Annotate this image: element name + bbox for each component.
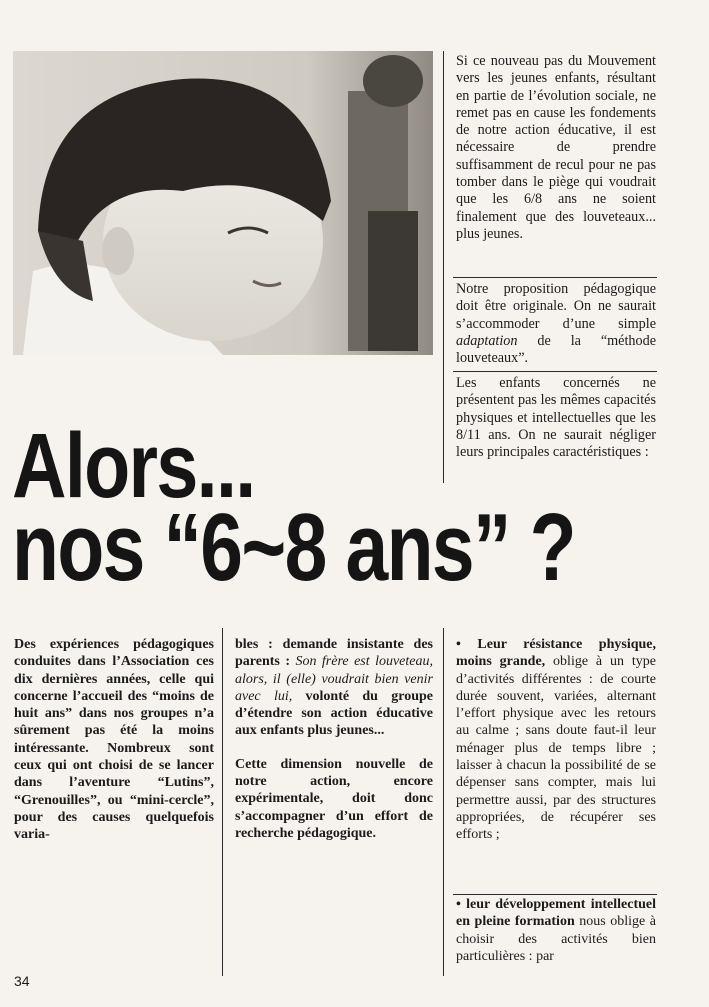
col3-b2-bold: leur développement intellectuel en pleine formation: [456, 897, 657, 930]
bullet-icon: •: [456, 637, 461, 652]
col3-bullet-2: [456, 896, 656, 965]
column-rule-top: [443, 51, 444, 483]
page-number: 34: [14, 973, 30, 989]
col3-bullet-1: [456, 636, 656, 844]
child-photo: [13, 51, 433, 355]
col2-paragraph-1: [235, 636, 433, 740]
col2-paragraph-2: Cette dimension nouvelle de notre action, encore expérimentale, doit donc s’accompagner d’un effort de recherche pédagogique.: [235, 756, 433, 841]
right-paragraph-1: Si ce nouveau pas du Mouvement vers les jeunes enfants, résultant en partie de l’évolution sociale, ne remet pas en cause les fondements de notre action éducative, il est nécessaire de prendre suffisamment de recul pour ne pas tomber dans le piège qui voudrait que les 6/8 ans ne soient finalement que des louveteaux... plus jeunes.: [456, 53, 656, 242]
right-column: [456, 53, 656, 248]
photo-child-portrait-icon: [13, 51, 433, 355]
title-line-2: nos “6~8 ans” ?: [12, 494, 575, 601]
paragraph-separator-3: [453, 894, 657, 895]
p2-italic: adaptation: [456, 332, 518, 349]
body-column-3: [456, 636, 656, 849]
right-column-p2: [456, 281, 656, 372]
column-rule-left: [222, 628, 223, 976]
col2-text-b: volonté du groupe d’étendre son action éducative aux enfants plus jeunes...: [235, 688, 434, 739]
p2-text-a: Notre proposition pédagogique doit être originale. On ne saurait s’accommoder d’une simple: [456, 281, 656, 332]
p2-text-b: de la “méthode louveteaux”.: [456, 332, 656, 367]
col2-text-a: bles : demande insistante des parents :: [235, 637, 433, 670]
col1-paragraph: Des expériences pédagogiques conduites dans l’Association ces dix dernières années, celle qui concerne l’accueil des “moins de huit ans” dans nos groupes n’a sûrement pas été la moins intéressante. Nombreux sont ceux qui ont choisi de se lancer dans l’aventure “Lutins”, “Grenouilles”, ou “mini-cercle”, pour des causes quelquefois varia-: [14, 637, 214, 843]
column-rule-right: [443, 628, 444, 976]
body-column-2: [235, 636, 433, 847]
col3-b1-bold: Leur résistance physique, moins grande,: [456, 637, 656, 670]
right-paragraph-3: Les enfants concernés ne présentent pas les mêmes capacités physiques et intellectuelles que les 8/11 ans. On ne saurait négliger leurs principales caractéristiques :: [456, 375, 656, 461]
body-column-1: [14, 636, 214, 849]
body-column-3-b2: [456, 896, 656, 970]
title-line-1: Alors...: [12, 415, 255, 517]
col3-b1-text: oblige à un type d’activités différentes : de courte durée souvent, variées, alternant l’effort physique avec les retours au calme ; sans doute faut-il leur ménager plus de temps libre ; laisser à chacun la possibilité de se dépenser sans compter, mais lui permettre aussi, par des structures appropriées, de récupérer ses efforts ;: [456, 654, 656, 843]
col2-italic: Son frère est louveteau, alors, il (elle) voudrait bien venir avec lui,: [235, 654, 433, 704]
right-column-p3: [456, 375, 656, 466]
bullet-icon-2: •: [456, 897, 461, 912]
col3-b2-text: nous oblige à choisir des activités bien particulières : par: [456, 914, 657, 964]
paragraph-separator-2: [453, 371, 657, 372]
paragraph-separator-1: [453, 277, 657, 278]
right-paragraph-2: [456, 281, 656, 367]
